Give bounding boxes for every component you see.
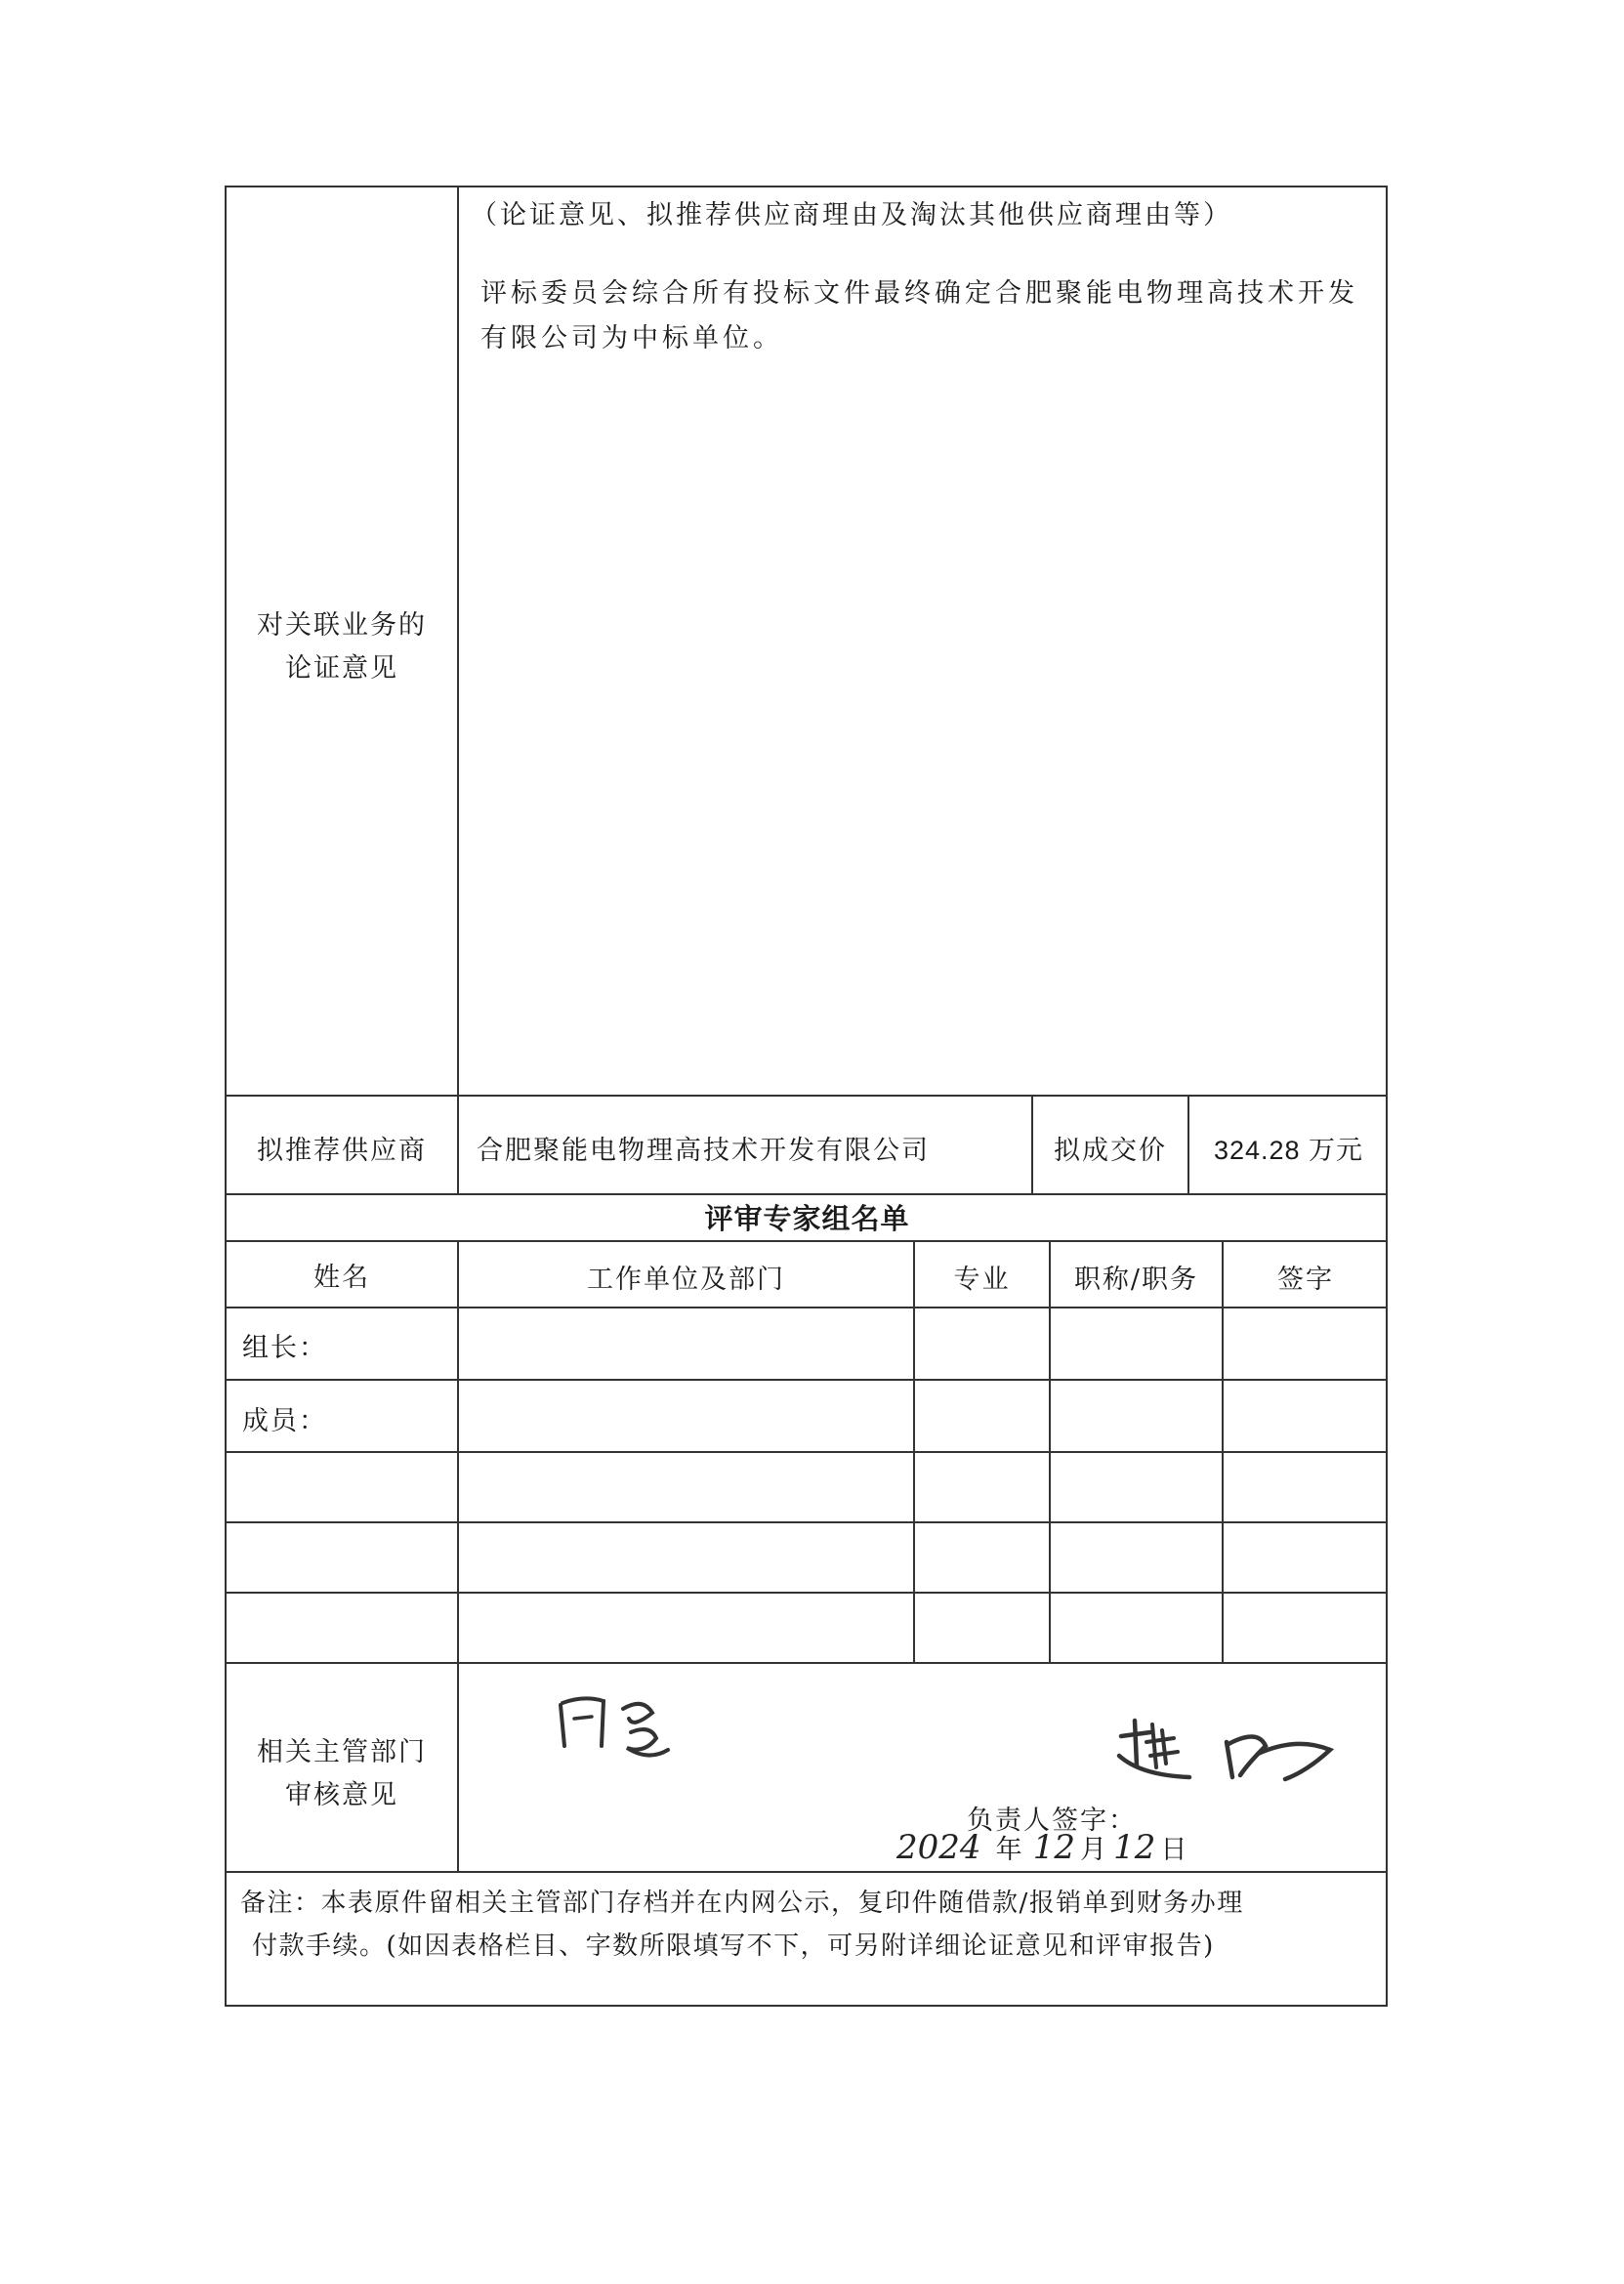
review-label-line2: 审核意见 <box>285 1780 398 1810</box>
argument-label-line2: 论证意见 <box>285 653 398 684</box>
row-divider-expert-header <box>225 1307 1388 1308</box>
date-year-handwritten: 2024 <box>896 1828 981 1867</box>
expert-col-divider-4 <box>1222 1240 1224 1662</box>
row-divider-review <box>225 1871 1388 1873</box>
expert-row-leader-label: 组长： <box>242 1333 327 1363</box>
handwritten-approval-icon <box>555 1689 691 1767</box>
argument-body: 评标委员会综合所有投标文件最终确定合肥聚能电物理高技术开发有限公司为中标单位。 <box>480 278 1358 353</box>
expert-col-divider-2 <box>913 1240 915 1662</box>
row-divider-expert-title <box>225 1240 1388 1242</box>
supplier-name: 合肥聚能电物理高技术开发有限公司 <box>477 1136 930 1166</box>
row-divider-expert-2 <box>225 1451 1388 1453</box>
expert-col-divider-3 <box>1049 1240 1051 1662</box>
row-divider-argument <box>225 1095 1388 1097</box>
price-label: 拟成交价 <box>1054 1136 1167 1166</box>
row-divider-expert-1 <box>225 1379 1388 1381</box>
row-divider-expert-3 <box>225 1521 1388 1523</box>
label-column-divider <box>457 186 459 1195</box>
handwritten-signature-icon <box>1111 1707 1346 1805</box>
expert-header-unit: 工作单位及部门 <box>587 1265 785 1295</box>
date-day-handwritten: 12 <box>1113 1828 1156 1867</box>
expert-header-title: 职称/职务 <box>1073 1265 1199 1295</box>
row-divider-expert-5 <box>225 1662 1388 1664</box>
date-month-unit: 月 <box>1080 1835 1109 1865</box>
review-divider <box>457 1662 459 1871</box>
price-value: 324.28 万元 <box>1213 1136 1364 1165</box>
expert-header-major: 专业 <box>953 1265 1011 1295</box>
review-date <box>896 1828 1189 1871</box>
remark-line1: 备注：本表原件留相关主管部门存档并在内网公示，复印件随借款/报销单到财务办理 <box>240 1889 1244 1918</box>
argument-hint: （论证意见、拟推荐供应商理由及淘汰其他供应商理由等） <box>471 200 1232 230</box>
row-divider-supplier <box>225 1193 1388 1195</box>
argument-label-line1: 对关联业务的 <box>257 610 427 641</box>
date-year-unit: 年 <box>995 1835 1024 1865</box>
expert-row-member-label: 成员： <box>242 1406 327 1436</box>
expert-header-name: 姓名 <box>313 1263 370 1293</box>
row-divider-expert-4 <box>225 1592 1388 1594</box>
expert-list-title: 评审专家组名单 <box>704 1202 910 1235</box>
signer-label: 负责人签字： <box>967 1806 1137 1836</box>
date-month-handwritten: 12 <box>1032 1828 1075 1867</box>
date-day-unit: 日 <box>1160 1835 1189 1865</box>
review-label-line1: 相关主管部门 <box>257 1737 427 1767</box>
supplier-label: 拟推荐供应商 <box>257 1136 427 1166</box>
expert-header-signature: 签字 <box>1277 1265 1334 1295</box>
expert-col-divider-1 <box>457 1240 459 1662</box>
remark-line2: 付款手续。(如因表格栏目、字数所限填写不下，可另附详细论证意见和评审报告) <box>252 1931 1215 1961</box>
